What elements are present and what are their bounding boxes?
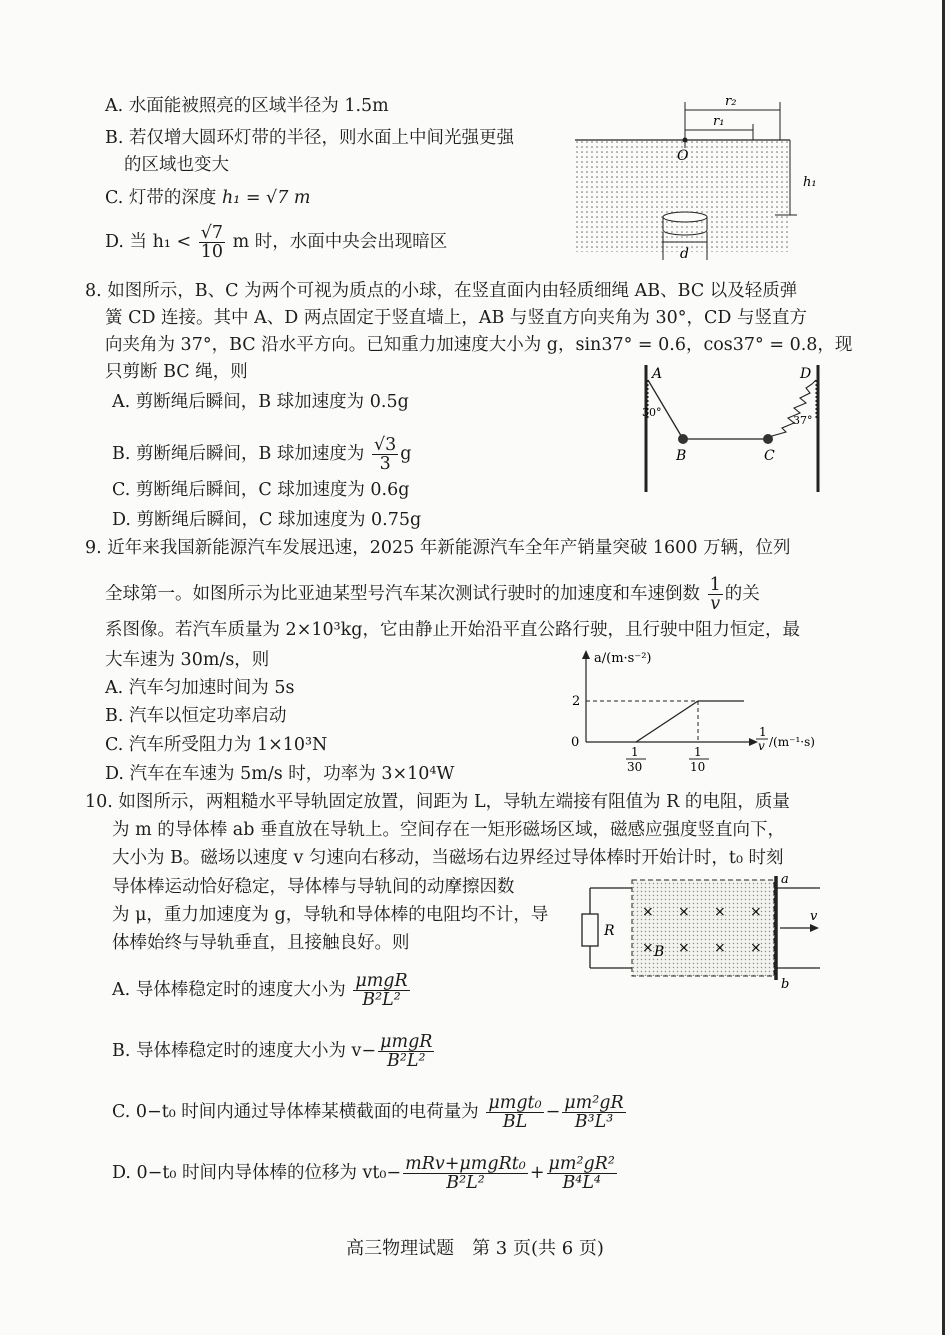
q10-rail-figure [572,870,830,992]
q8-stem-line4: 只剪断 BC 绳，则 [105,362,248,382]
q10-option-a-fraction [353,972,409,1009]
ball-b-label: B [676,448,687,464]
q8-option-b [112,436,412,473]
q9-option-d: D. 汽车在车速为 5m/s 时，功率为 3×10⁴W [105,764,455,784]
rising-segment [636,701,698,742]
q10-option-a [112,972,412,1009]
q7-option-d-fraction [199,224,225,261]
h1-label: h₁ [803,175,817,190]
q9-option-b: B. 汽车以恒定功率启动 [105,706,287,726]
y-axis-arrow [582,650,590,659]
frac-denominator: 3 [379,454,391,474]
frac-denominator: 10 [200,242,223,262]
frac-numerator: √3 [374,435,397,455]
q7-option-a: A. 水面能被照亮的区域半径为 1.5m [105,96,389,116]
q9-acceleration-graph [560,642,830,777]
rod-end-b-label: b [781,977,790,992]
q10-option-a-label: A. 导体棒稳定时的速度大小为 [112,980,346,1000]
magnetic-field-region [632,880,774,976]
frac-numerator: μmgR [380,1032,433,1052]
q10-option-d-fraction-1 [403,1155,528,1192]
q9-stem-line4: 大车速为 30m/s，则 [105,650,270,670]
q8-spring-figure [640,360,830,500]
q10-stem-line2: 为 m 的导体棒 ab 垂直放在导轨上。空间存在一矩形磁场区域，磁感应强度竖直向下， [112,820,785,840]
spring-cd [768,380,816,439]
q8-option-a: A. 剪断绳后瞬间，B 球加速度为 0.5g [112,392,409,412]
frac-denominator: v [710,594,721,614]
y-axis-label: a/(m·s⁻²) [594,651,652,666]
q8-stem-line1: 8. 如图所示，B、C 为两个可视为质点的小球，在竖直面内由轻质细绳 AB、BC 以及轻质弹 [85,281,798,301]
frac-numerator: √7 [200,223,223,243]
ring-lamp-top [663,212,707,222]
q10-stem-line4: 导体棒运动恰好稳定，导体棒与导轨间的动摩擦因数 [112,877,515,897]
q9-reciprocal-fraction [708,576,723,613]
q10-option-c-operator: − [545,1102,561,1122]
ball-c [763,434,773,444]
frac-numerator: μm²gR [564,1093,624,1113]
field-cross-3: × [714,904,726,920]
velocity-arrow-head [810,924,819,932]
q10-option-d-fraction-2 [547,1155,617,1192]
x-axis-label-unit: /(m⁻¹·s) [769,735,815,749]
q8-option-b-fraction [372,436,398,473]
q9-option-c: C. 汽车所受阻力为 1×10³N [105,735,328,755]
ball-c-label: C [764,448,775,464]
field-cross-8: × [750,940,762,956]
r1-label: r₁ [713,114,725,129]
y-tick-2: 2 [572,694,581,709]
q10-option-b [112,1033,436,1070]
frac-denominator: B²L² [387,1051,426,1071]
field-b-label: B [654,944,665,960]
frac-denominator: B²L² [446,1173,485,1193]
q9-stem-line2 [105,576,760,613]
q8-stem-line3: 向夹角为 37°，BC 沿水平方向。已知重力加速度大小为 g，sin37° = 0.6，cos37° = 0.8，现 [105,335,853,355]
field-cross-7: × [714,940,726,956]
x-axis-label-den: v [758,739,765,753]
rod-end-a-label: a [781,872,789,887]
q10-option-d-label: D. 0−t₀ 时间内导体棒的位移为 vt₀− [112,1163,402,1183]
q10-stem-line1: 10. 如图所示，两粗糙水平导轨固定放置，间距为 L，导轨左端接有阻值为 R 的电阻，质量 [85,792,790,812]
q10-option-d [112,1155,619,1192]
q8-stem-line2: 簧 CD 连接。其中 A、D 两点固定于竖直墙上，AB 与竖直方向夹角为 30°，CD 与竖直方 [105,308,807,328]
frac-numerator: μm²gR² [548,1154,615,1174]
velocity-label: v [810,909,818,924]
x-tick-2-num: 1 [694,745,702,759]
field-cross-2: × [678,904,690,920]
center-label: O [677,148,689,164]
field-cross-4: × [750,904,762,920]
q10-stem-line3: 大小为 B。磁场以速度 v 匀速向右移动，当磁场右边界经过导体棒时开始计时，t₀ 时刻 [112,848,784,868]
q7-option-d-label: D. 当 h₁ < [105,232,192,252]
q7-option-b-line1: B. 若仅增大圆环灯带的半径，则水面上中间光强更强 [105,128,514,148]
x-tick-1-num: 1 [631,745,639,759]
q10-option-c [112,1094,628,1131]
q7-option-d-rest: m 时，水面中央会出现暗区 [232,232,448,252]
frac-denominator: B³L³ [574,1112,614,1132]
page-footer: 高三物理试题 第 3 页(共 6 页) [346,1238,604,1259]
frac-numerator: mRv+μmgRt₀ [405,1154,526,1174]
frac-denominator: B⁴L⁴ [562,1173,601,1193]
q10-option-c-label: C. 0−t₀ 时间内通过导体棒某横截面的电荷量为 [112,1102,479,1122]
q10-option-b-fraction [378,1033,434,1070]
frac-denominator: BL [502,1112,528,1132]
frac-numerator: μmgR [355,971,408,991]
q8-option-d: D. 剪断绳后瞬间，C 球加速度为 0.75g [112,510,422,530]
q9-option-a: A. 汽车匀加速时间为 5s [105,678,295,698]
q10-option-b-label: B. 导体棒稳定时的速度大小为 v− [112,1041,377,1061]
field-cross-1: × [642,904,654,920]
x-tick-1-den: 30 [627,760,643,774]
q7-option-c-label: C. 灯带的深度 [105,188,222,208]
q7-option-c-value: h₁ = √7 m [221,188,311,208]
q9-stem-line1: 9. 近年来我国新能源汽车发展迅速，2025 年新能源汽车全年产销量突破 1600 万辆，位列 [85,538,791,558]
q10-option-c-fraction-1 [486,1094,543,1131]
field-cross-5: × [642,940,654,956]
resistor [582,914,598,946]
q9-stem-line3: 系图像。若汽车质量为 2×10³kg，它由静止开始沿平直公路行驶，且行驶中阻力恒定，最 [105,620,800,640]
q9-stem-line2-text: 全球第一。如图所示为比亚迪某型号汽车某次测试行驶时的加速度和车速倒数 [105,584,700,604]
origin-label: 0 [571,735,580,750]
q8-option-c: C. 剪断绳后瞬间，C 球加速度为 0.6g [112,480,410,500]
x-tick-2-den: 10 [690,760,706,774]
ball-b [678,434,688,444]
frac-numerator: μmgt₀ [488,1093,542,1113]
x-axis-label-num: 1 [759,725,767,739]
resistor-label: R [604,923,615,939]
q7-option-d [105,224,447,261]
q8-option-b-unit: g [400,444,412,464]
angle-30-label: 30° [642,406,662,419]
q10-option-d-operator: + [529,1163,545,1183]
angle-37-label: 37° [793,414,813,427]
frac-numerator: 1 [709,575,721,595]
q9-stem-line2-end: 的关 [724,584,760,604]
scan-edge [942,0,945,1335]
q7-option-b-line2: 的区域也变大 [124,155,229,175]
q10-stem-line5: 为 μ，重力加速度为 g，导轨和导体棒的电阻均不计，导 [112,905,549,925]
q10-option-c-fraction-2 [562,1094,625,1131]
r2-label: r₂ [725,94,737,109]
d-label: d [680,246,689,262]
q7-option-c [105,186,311,210]
point-a-label: A [652,366,663,382]
q10-stem-line6: 体棒始终与导轨垂直，且接触良好。则 [112,933,410,953]
q7-water-figure [575,90,825,270]
field-cross-6: × [678,940,690,956]
center-point [683,138,688,143]
point-d-label: D [800,366,812,382]
q8-option-b-label: B. 剪断绳后瞬间，B 球加速度为 [112,444,365,464]
frac-denominator: B²L² [362,990,401,1010]
